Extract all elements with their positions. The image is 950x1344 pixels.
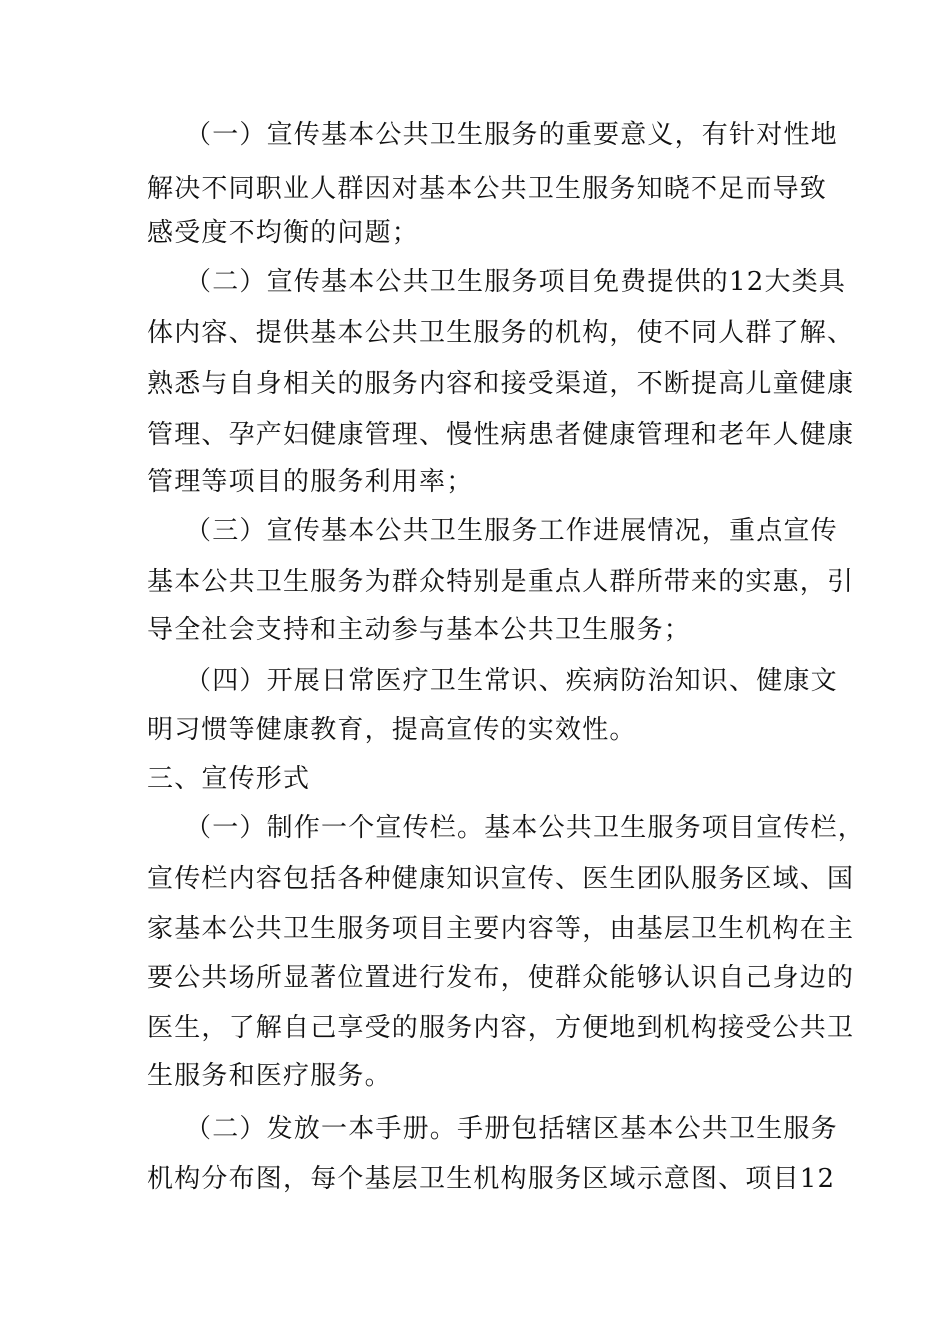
text-line: 明习惯等健康教育，提高宣传的实效性。: [147, 715, 637, 745]
text-line: 解决不同职业人群因对基本公共卫生服务知晓不足而导致: [147, 174, 828, 204]
text-line: 家基本公共卫生服务项目主要内容等，由基层卫生机构在主: [147, 914, 855, 944]
text-line: 管理、孕产妇健康管理、慢性病患者健康管理和老年人健康: [147, 420, 855, 450]
text-line: 医生，了解自己享受的服务内容，方便地到机构接受公共卫: [147, 1013, 855, 1043]
text-line: （二）宣传基本公共卫生服务项目免费提供的12大类具: [185, 267, 847, 297]
text-line: （一）宣传基本公共卫生服务的重要意义，有针对性地: [185, 120, 838, 150]
text-line: 管理等项目的服务利用率；: [147, 467, 474, 497]
text-line: （二）发放一本手册。手册包括辖区基本公共卫生服务: [185, 1114, 838, 1144]
text-line: （三）宣传基本公共卫生服务工作进展情况，重点宣传: [185, 516, 838, 546]
text-line: 导全社会支持和主动参与基本公共卫生服务；: [147, 615, 692, 645]
text-line: 体内容、提供基本公共卫生服务的机构，使不同人群了解、: [147, 318, 855, 348]
text-line: 熟悉与自身相关的服务内容和接受渠道，不断提高儿童健康: [147, 369, 855, 399]
text-line: 感受度不均衡的问题；: [147, 218, 420, 248]
text-line: 要公共场所显著位置进行发布，使群众能够认识自己身边的: [147, 963, 855, 993]
text-line: 机构分布图，每个基层卫生机构服务区域示意图、项目12: [147, 1164, 836, 1194]
text-line: 基本公共卫生服务为群众特别是重点人群所带来的实惠，引: [147, 567, 855, 597]
text-line: （四）开展日常医疗卫生常识、疾病防治知识、健康文: [185, 666, 838, 696]
text-line: （一）制作一个宣传栏。基本公共卫生服务项目宣传栏，: [185, 813, 866, 843]
section-heading: 三、宣传形式: [147, 764, 311, 794]
text-line: 宣传栏内容包括各种健康知识宣传、医生团队服务区域、国: [147, 864, 855, 894]
text-line: 生服务和医疗服务。: [147, 1061, 392, 1091]
